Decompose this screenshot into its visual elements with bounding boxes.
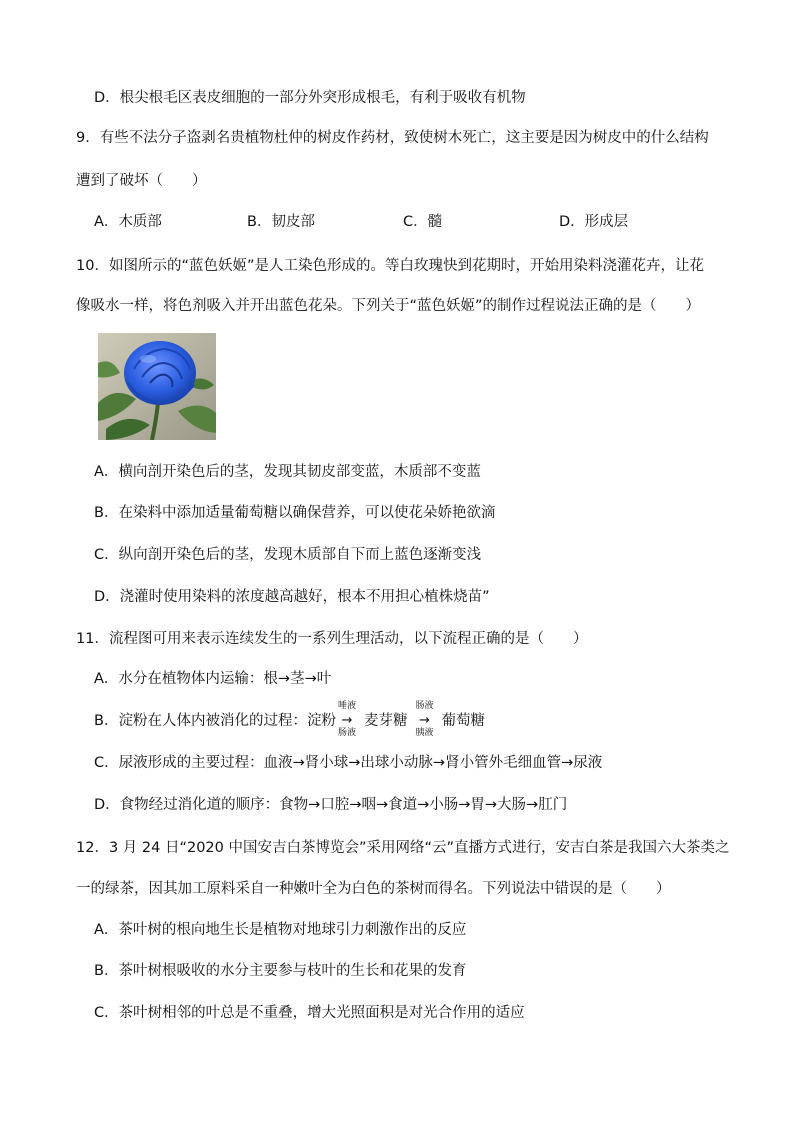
q10-option-c: C．纵向剖开染色后的茎，发现木质部自下而上蓝色逐渐变浅: [94, 547, 482, 563]
q11-option-b-end: 葡萄糖: [441, 713, 485, 729]
q10-stem-line1: 10．如图所示的“蓝色妖姬”是人工染色形成的。等白玫瑰快到花期时，开始用染料浇灌花卉，让花: [76, 258, 704, 274]
q9-stem-line2: 遭到了破坏（ ）: [76, 173, 207, 189]
right-arrow-icon: →: [419, 713, 430, 728]
q10-stem-line2: 像吸水一样，将色剂吸入并开出蓝色花朵。下列关于“蓝色妖姬”的制作过程说法正确的是（ ）: [76, 298, 701, 314]
q9-stem-line1: 9．有些不法分子盗剥名贵植物杜仲的树皮作药材，致使树木死亡，这主要是因为树皮中的什么结构: [76, 130, 709, 146]
q10-option-a: A．横向剖开染色后的茎，发现其韧皮部变蓝，木质部不变蓝: [94, 464, 481, 480]
q11-option-c: C．尿液形成的主要过程：血液→肾小球→出球小动脉→肾小管外毛细血管→尿液: [94, 755, 603, 771]
q11-stem: 11．流程图可用来表示连续发生的一系列生理活动，以下流程正确的是（ ）: [76, 631, 588, 647]
q9-option-d: D．形成层: [559, 214, 629, 230]
q9-option-b: B．韧皮部: [247, 214, 315, 230]
blue-rose-image: [98, 333, 216, 440]
q10-option-b: B．在染料中添加适量葡萄糖以确保营养，可以使花朵娇艳欲滴: [94, 505, 496, 521]
blue-rose-photo: [98, 333, 216, 440]
q11-option-b: [94, 701, 485, 738]
q12-option-c: C．茶叶树相邻的叶总是不重叠，增大光照面积是对光合作用的适应: [94, 1005, 525, 1021]
q9-option-c: C．髓: [403, 214, 443, 230]
arrow2-above-label: 肠液: [415, 701, 434, 711]
arrow-saliva-intestinal: [336, 701, 358, 738]
q8-option-d: D．根尖根毛区表皮细胞的一部分外突形成根毛，有利于吸收有机物: [94, 90, 526, 106]
q9-option-a: A．木质部: [94, 214, 162, 230]
q12-stem-line1: 12．3 月 24 日“2020 中国安吉白茶博览会”采用网络“云”直播方式进行，安吉白茶是我国六大茶类之: [76, 840, 730, 856]
arrow-intestinal-pancreatic: [413, 701, 435, 738]
q11-option-d: D．食物经过消化道的顺序：食物→口腔→咽→食道→小肠→胃→大肠→肛门: [94, 797, 568, 813]
arrow2-below-label: 胰液: [415, 728, 434, 738]
q12-option-a: A．茶叶树的根向地生长是植物对地球引力刺激作出的反应: [94, 922, 467, 938]
arrow1-below-label: 肠液: [337, 728, 356, 738]
q11-option-b-prefix: B．淀粉在人体内被消化的过程：淀粉: [94, 713, 336, 729]
q12-stem-line2: 一的绿茶，因其加工原料采自一种嫩叶全为白色的茶树而得名。下列说法中错误的是（ ）: [76, 881, 671, 897]
q10-option-d: D．浇灌时使用染料的浓度越高越好，根本不用担心植株烧苗”: [94, 589, 490, 605]
right-arrow-icon: →: [341, 713, 353, 728]
arrow1-above-label: 唾液: [337, 701, 356, 711]
q9-options: [0, 212, 794, 232]
q11-option-b-mid: 麦芽糖: [363, 713, 408, 729]
q11-option-a: A．水分在植物体内运输：根→茎→叶: [94, 671, 332, 687]
q12-option-b: B．茶叶树根吸收的水分主要参与枝叶的生长和花果的发育: [94, 963, 467, 979]
